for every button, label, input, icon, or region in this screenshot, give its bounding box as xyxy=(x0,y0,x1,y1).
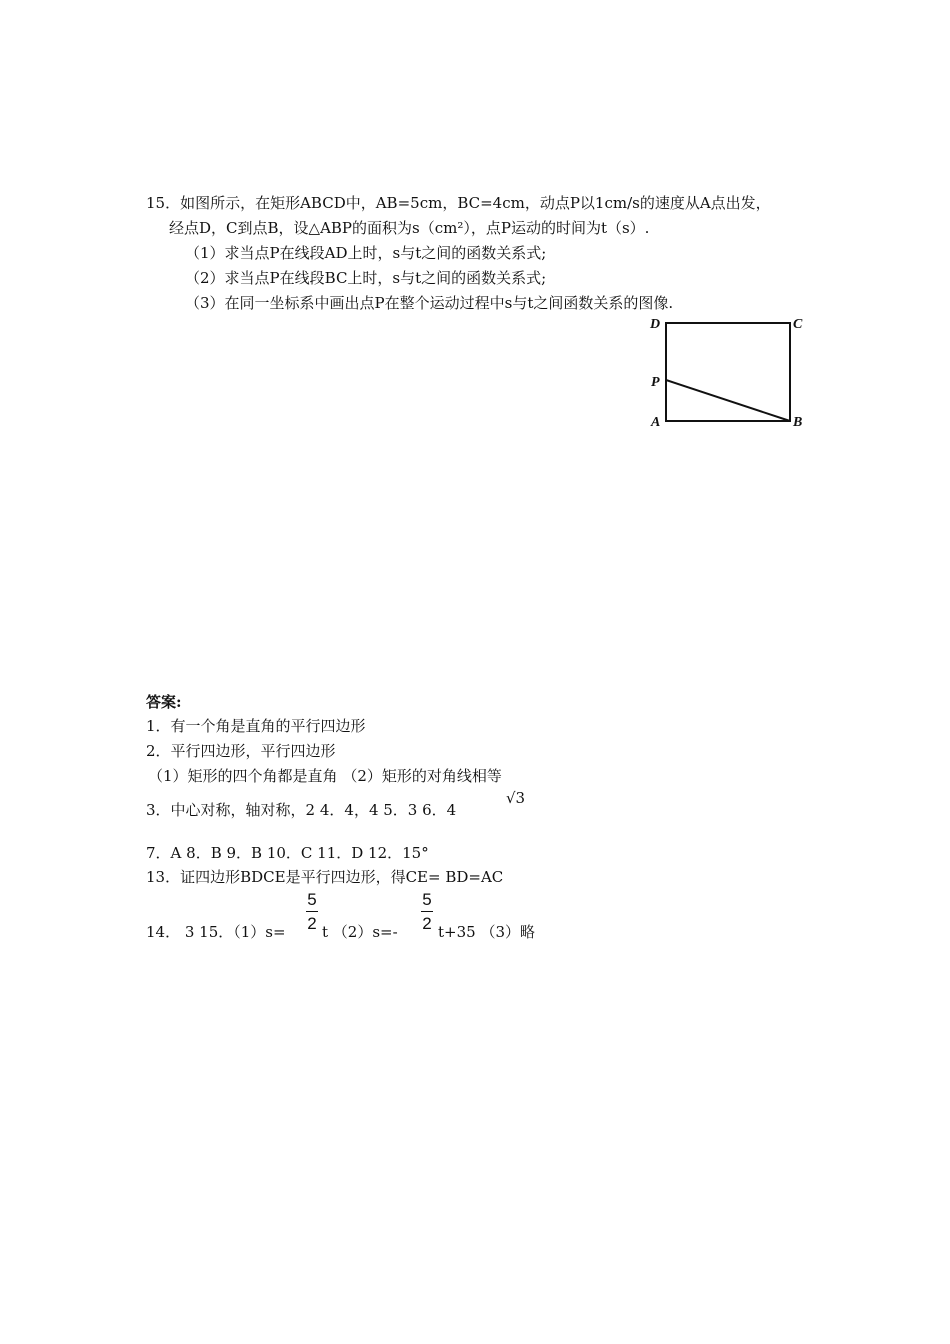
answer-14-part1: 14． 3 15．（1）s= xyxy=(146,923,286,941)
label-b: B xyxy=(793,415,803,430)
answer-7: 7．A 8．B 9．B 10．C 11．D 12．15° xyxy=(146,844,429,862)
answer-13: 13．证四边形BDCE是平行四边形，得CE= BD=AC xyxy=(146,868,504,886)
question-3: （3）在同一坐标系中画出点P在整个运动过程中s与t之间函数关系的图像. xyxy=(185,294,674,312)
fraction-2-denominator: 2 xyxy=(422,914,432,933)
answer-3: 3．中心对称，轴对称，2 4．4，4 5．3 6．4 xyxy=(146,801,457,819)
label-a: A xyxy=(651,415,661,430)
answer-14-part2: t （2）s=- xyxy=(322,923,398,941)
fraction-2-numerator: 5 xyxy=(422,890,432,909)
question-1: （1）求当点P在线段AD上时，s与t之间的函数关系式; xyxy=(185,244,547,262)
fraction-2-bar xyxy=(421,911,433,912)
label-c: C xyxy=(793,317,803,332)
sqrt-three: √3 xyxy=(506,789,526,807)
answer-14-part3: t+35 （3）略 xyxy=(438,923,535,941)
label-p: P xyxy=(651,375,660,390)
question-2: （2）求当点P在线段BC上时，s与t之间的函数关系式; xyxy=(185,269,547,287)
answers-heading: 答案: xyxy=(146,693,182,711)
answer-2: 2．平行四边形，平行四边形 xyxy=(146,742,336,760)
fraction-1-denominator: 2 xyxy=(307,914,317,933)
fraction-1-numerator: 5 xyxy=(307,890,317,909)
problem-line-1: 15．如图所示，在矩形ABCD中，AB=5cm，BC=4cm，动点P以1cm/s的速度从A点出发， xyxy=(146,194,771,212)
rectangle-figure xyxy=(646,312,816,436)
problem-line-2: 经点D，C到点B，设△ABP的面积为s（cm²），点P运动的时间为t（s）. xyxy=(169,219,650,237)
rectangle-abcd xyxy=(666,323,790,421)
label-d: D xyxy=(650,317,661,332)
fraction-1-bar xyxy=(306,911,318,912)
segment-pb xyxy=(666,380,790,421)
answer-1: 1．有一个角是直角的平行四边形 xyxy=(146,717,366,735)
answer-2-sub: （1）矩形的四个角都是直角 （2）矩形的对角线相等 xyxy=(148,767,502,785)
